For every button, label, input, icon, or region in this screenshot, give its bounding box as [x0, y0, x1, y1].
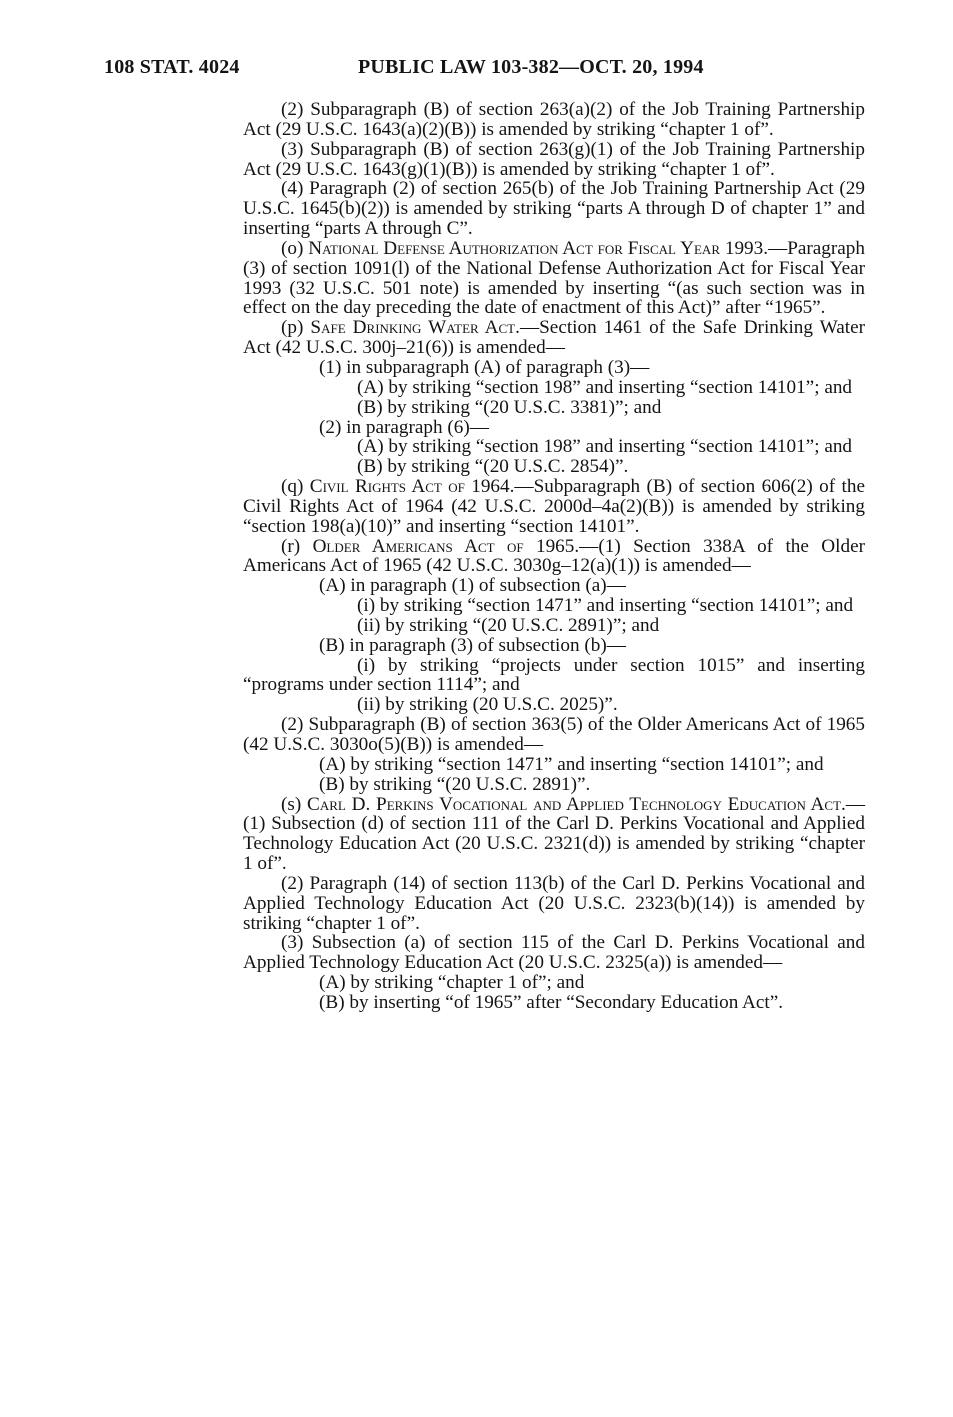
paragraph: (3) Subsection (a) of section 115 of the Carl D. Perkins Vocational and Applied Technology Education Act (20 U.S.C. 2325(a)) is amended— [243, 932, 865, 974]
section-heading: Civil Rights Act of 1964. [309, 476, 515, 498]
section-r [243, 537, 865, 577]
statute-reference: 108 STAT. 4024 [104, 56, 240, 78]
section-p [243, 318, 865, 358]
section-text: —Section 1461 of the Safe Drinking Water Act (42 U.S.C. 300j–21(6)) is amended— [243, 317, 865, 359]
paragraph: (2) Subparagraph (B) of section 263(a)(2) of the Job Training Partnership Act (29 U.S.C. 1643(a)(2)(B)) is amended by striking “chapter 1 of”. [243, 99, 865, 140]
paragraph: (4) Paragraph (2) of section 265(b) of the Job Training Partnership Act (29 U.S.C. 1645(b)(2)) is amended by striking “parts A through D of chapter 1” and inserting “parts A through C”. [243, 178, 865, 240]
section-s [243, 795, 865, 874]
section-text: —(1) Section 338A of the Older Americans Act of 1965 (42 U.S.C. 3030g–12(a)(1)) is amended— [243, 535, 865, 577]
paragraph: (B) in paragraph (3) of subsection (b)— [319, 634, 626, 656]
paragraph: (ii) by striking “(20 U.S.C. 2891)”; and [357, 614, 660, 636]
section-label: (s) [281, 793, 308, 815]
section-o [243, 239, 865, 318]
section-heading: National Defense Authorization Act for Fiscal Year 1993. [308, 237, 769, 259]
section-label: (q) [281, 476, 310, 498]
paragraph: (3) Subparagraph (B) of section 263(g)(1) of the Job Training Partnership Act (29 U.S.C. 1643(g)(1)(B)) is amended by striking “chapter 1 of”. [243, 138, 865, 180]
public-law-title: PUBLIC LAW 103-382—OCT. 20, 1994 [358, 56, 704, 78]
paragraph: (2) Paragraph (14) of section 113(b) of the Carl D. Perkins Vocational and Applied Technology Education Act (20 U.S.C. 2323(b)(14)) is amended by striking “chapter 1 of”. [243, 872, 865, 934]
paragraph: (B) by striking “(20 U.S.C. 3381)”; and [357, 396, 662, 418]
section-heading: Older Americans Act of 1965. [312, 535, 580, 557]
section-text: —(1) Subsection (d) of section 111 of the Carl D. Perkins Vocational and Applied Technology Education Act (20 U.S.C. 2321(d)) is amended by striking “chapter 1 of”. [243, 793, 866, 875]
paragraph: (2) Subparagraph (B) of section 363(5) of the Older Americans Act of 1965 (42 U.S.C. 3030o(5)(B)) is amended— [243, 714, 865, 755]
section-text: —Subparagraph (B) of section 606(2) of the Civil Rights Act of 1964 (42 U.S.C. 2000d–4a(2)(B)) is amended by striking “section 198(a)(10)” and inserting “section 14101”. [243, 476, 865, 537]
paragraph: (A) by striking “section 1471” and inserting “section 14101”; and [319, 753, 824, 775]
section-heading: Carl D. Perkins Vocational and Applied Technology Education Act. [307, 793, 846, 815]
section-label: (r) [281, 535, 313, 557]
paragraph: (A) in paragraph (1) of subsection (a)— [319, 575, 626, 597]
paragraph: (A) by striking “section 198” and inserting “section 14101”; and [357, 376, 853, 398]
section-heading: Safe Drinking Water Act. [310, 317, 520, 339]
section-text: —Paragraph (3) of section 1091(l) of the National Defense Authorization Act for Fiscal Year 1993 (32 U.S.C. 501 note) is amended by inserting “(as such section was in effect on the day preceding the date of enactment of this Act)” after “1965”. [243, 237, 865, 319]
paragraph: (B) by striking “(20 U.S.C. 2891)”. [319, 773, 591, 795]
paragraph: (2) in paragraph (6)— [319, 416, 489, 438]
paragraph: (A) by striking “chapter 1 of”; and [319, 972, 585, 994]
paragraph: (B) by striking “(20 U.S.C. 2854)”. [357, 456, 629, 478]
paragraph: (1) in subparagraph (A) of paragraph (3)— [319, 356, 650, 378]
section-q [243, 477, 865, 537]
section-label: (p) [281, 317, 311, 339]
document-body [243, 100, 865, 1013]
paragraph: (A) by striking “section 198” and inserting “section 14101”; and [357, 436, 853, 458]
paragraph: (i) by striking “section 1471” and inserting “section 14101”; and [357, 595, 854, 617]
section-label: (o) [281, 237, 309, 259]
paragraph: (i) by striking “projects under section 1015” and inserting “programs under section 1114”; and [243, 654, 865, 696]
paragraph: (ii) by striking (20 U.S.C. 2025)”. [357, 694, 618, 716]
paragraph: (B) by inserting “of 1965” after “Secondary Education Act”. [319, 991, 784, 1013]
